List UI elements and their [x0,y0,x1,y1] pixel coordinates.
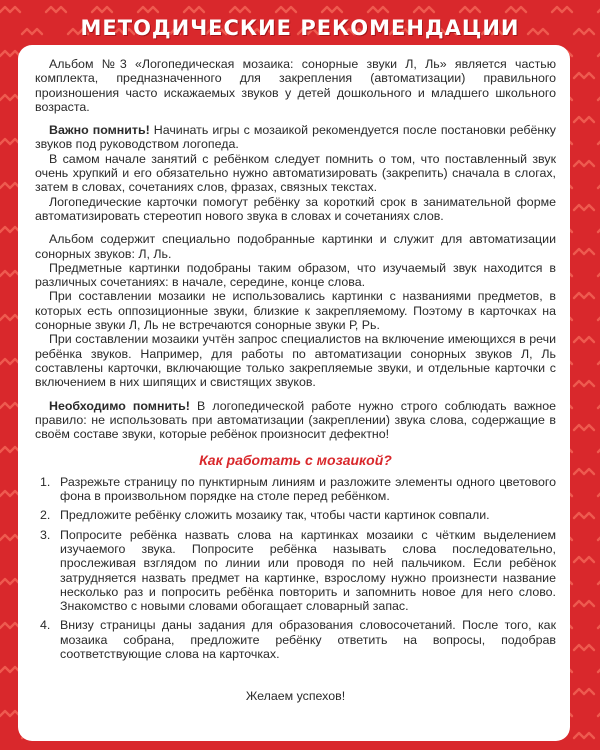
zigzag-mark [552,7,572,12]
zigzag-mark [574,425,594,430]
paragraph: Предметные картинки подобраны таким образом, что изучаемый звук находится в различных сочетаниях: в начале, середине, конце слова. [35,260,556,290]
paragraph: При составлении мозаики учтён запрос специалистов на включение имеющихся в речи ребёнка звуков. Например, для работы по автоматизации сонорных звуков Л, Ль составлены карточки, включающие только закрепляемые звуки, и отдельные карточки с включением в них шипящих и свистящих звуков. [35,332,556,390]
intro-paragraph: Альбом №3 «Логопедическая мозаика: сонорные звуки Л, Ль» является частью комплекта, предназначенного для закрепления (автоматизации) правильного произношения часто искажаемых звуков у детей дошкольного и младшего школьного возраста. [35,57,556,114]
zigzag-mark [574,249,594,254]
list-item [35,508,556,522]
zigzag-mark [0,711,20,716]
zigzag-mark [0,7,20,12]
step-text: Внизу страницы даны задания для образования словосочетаний. После того, как мозаика собрана, предложите ребёнку ответить на вопросы, подобрав соответствующие слова на карточках. [60,618,556,661]
zigzag-mark [574,73,594,78]
zigzag-mark [368,7,388,12]
zigzag-mark [574,117,594,122]
zigzag-mark [0,315,20,320]
zigzag-mark [46,7,66,12]
necessary-paragraph [35,399,556,442]
zigzag-mark [322,7,342,12]
important-paragraph [35,123,556,152]
zigzag-mark [574,161,594,166]
zigzag-mark [0,403,20,408]
zigzag-mark [230,7,250,12]
paragraph: При составлении мозаики не использовались картинки с названиями предметов, в которых есть оппозиционные звуки, близкие к закрепляемому. Поэтому в карточках на сонорные звуки Л, Ль не встречаются сонорные звуки Р, Рь. [35,289,556,333]
step-number: 2. [40,508,51,523]
howto-title: Как работать с мозаикой? [199,452,392,469]
zigzag-mark [0,667,20,672]
zigzag-mark [574,293,594,298]
zigzag-mark [0,491,20,496]
zigzag-mark [574,337,594,342]
paragraph: Логопедические карточки помогут ребёнку за короткий срок в занимательной форме автоматизировать стереотип нового звука в словах и сочетаниях слов. [35,194,556,223]
zigzag-mark [506,7,526,12]
zigzag-mark [574,381,594,386]
step-text: Разрежьте страницу по пунктирным линиям и разложите элементы одного цветового фона в произвольном порядке на столе перед ребёнком. [60,474,556,504]
text-body [35,57,556,704]
zigzag-mark [0,271,20,276]
zigzag-mark [0,227,20,232]
zigzag-mark [0,51,20,56]
zigzag-mark [0,183,20,188]
list-item [35,475,556,504]
necessary-label: Необходимо помнить! [49,398,190,413]
zigzag-mark [574,733,594,738]
howto-steps-list [35,475,556,662]
step-number: 1. [40,474,51,489]
zigzag-mark [0,535,20,540]
paragraph: Альбом содержит специально подобранные картинки и служит для автоматизации сонорных звуков: Л, Ль. [35,232,556,261]
step-text: Попросите ребёнка назвать слова на картинках мозаики с чётким выделением изучаемого звука. Попросите ребёнка называть слова последовательно, прослеживая взглядом по линии или проводя по ней пальчиком. Если ребёнок затрудняется назвать предмет на картинке, взрослому нужно произнести название несколько раз и попросить ребёнка повторить и запомнить новое для него слово. Знакомство с новыми словами обогащает словарный запас. [60,527,556,614]
zigzag-mark [0,139,20,144]
zigzag-mark [574,645,594,650]
zigzag-mark [0,579,20,584]
zigzag-mark [138,7,158,12]
paragraph: В самом начале занятий с ребёнком следует помнить о том, что поставленный звук очень хрупкий и его обязательно нужно автоматизировать (закрепить) сначала в слогах, затем в словах, сочетаниях слов, фразах, связных текстах. [35,151,556,195]
zigzag-mark [574,205,594,210]
zigzag-mark [184,7,204,12]
zigzag-mark [0,95,20,100]
necessary-text: В логопедической работе нужно строго соблюдать важное правило: не использовать при автоматизации (закреплении) звука слова, содержащие в своём составе звуки, которые ребёнок произносит дефектно! [35,398,556,442]
zigzag-mark [0,623,20,628]
zigzag-mark [574,689,594,694]
zigzag-mark [574,601,594,606]
zigzag-mark [276,7,296,12]
zigzag-mark [414,7,434,12]
page-title: МЕТОДИЧЕСКИЕ РЕКОМЕНДАЦИИ [80,16,520,40]
zigzag-mark [574,557,594,562]
list-item [35,618,556,661]
step-number: 3. [40,527,51,542]
zigzag-mark [460,7,480,12]
zigzag-mark [92,7,112,12]
important-text: Начинать игры с мозаикой рекомендуется после постановки ребёнку звуков под руководством логопеда. [35,123,556,152]
step-text: Предложите ребёнку сложить мозаику так, чтобы части картинок совпали. [60,508,490,523]
zigzag-mark [574,469,594,474]
zigzag-mark [0,447,20,452]
list-item [35,528,556,614]
closing-wish: Желаем успехов! [245,689,346,704]
step-number: 4. [40,618,51,633]
zigzag-mark [574,513,594,518]
important-label: Важно помнить! [49,123,150,138]
content-card [18,45,570,741]
zigzag-mark [0,359,20,364]
